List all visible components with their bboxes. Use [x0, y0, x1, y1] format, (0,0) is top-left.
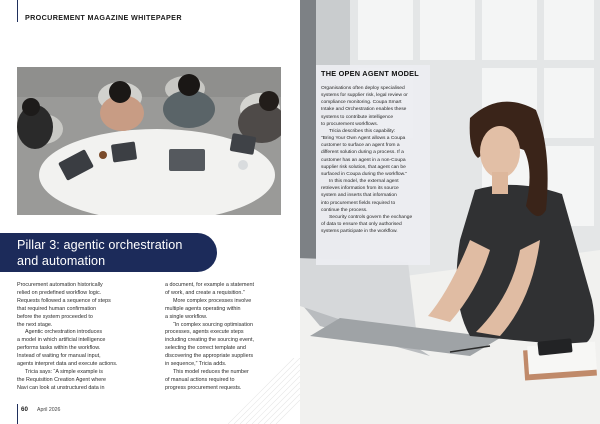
agent-line: surfaced in Coupa during the workflow.”	[321, 171, 407, 177]
body-line: Requests followed a sequence of steps	[17, 297, 111, 304]
body-line: “In complex sourcing optimisation	[173, 321, 253, 328]
footer-rule	[17, 404, 18, 424]
body-line: selecting the correct template and	[165, 345, 246, 352]
meeting-photo	[17, 67, 281, 215]
agent-line: Security controls govern the exchange	[329, 214, 413, 220]
agent-line: systems for supplier risk, legal review or	[321, 93, 408, 99]
body-line: a document, for example a statement	[165, 282, 254, 288]
body-line: agents interpret data and execute actions.	[17, 361, 118, 368]
right-page	[300, 0, 600, 424]
body-line: Navi can look at unstructured data in	[17, 384, 105, 391]
open-agent-title: THE OPEN AGENT MODEL	[321, 69, 419, 78]
body-line: including creating the sourcing event,	[165, 337, 255, 344]
body-line: the Requisition Creation Agent where	[17, 376, 107, 383]
pillar-title-line1: Pillar 3: agentic orchestration	[17, 238, 183, 252]
body-line: relied on predefined workflow logic.	[17, 289, 102, 296]
agent-line: of data to ensure that only authorised	[321, 221, 402, 227]
decorative-lines	[228, 358, 300, 424]
agent-line: retrieves information from its source	[321, 186, 399, 192]
agent-line: different solution during a process. If a	[321, 150, 404, 156]
pillar-title-line2: and automation	[17, 254, 106, 268]
agent-line: Organisations often deploy specialised	[321, 86, 405, 91]
agent-line: Intake and Orchestration enables these	[321, 107, 407, 113]
agent-line: systems participate in the workflow.	[321, 229, 398, 235]
body-line: of manual actions required to	[165, 376, 235, 383]
body-line: progress procurement requests.	[165, 384, 242, 391]
body-line: More complex processes involve	[173, 297, 252, 304]
body-line: processes, agents execute steps	[165, 329, 244, 336]
body-line: Agentic orchestration introduces	[25, 329, 103, 336]
body-line: performs tasks within the workflow.	[17, 345, 101, 352]
agent-line: system and inserts that information	[321, 193, 397, 199]
agent-line: to procurement workflows.	[321, 121, 379, 127]
agent-line: In this model, the external agent	[329, 179, 399, 185]
agent-line: customer has an agent in a non-Coupa	[321, 157, 406, 163]
pillar-banner	[0, 233, 217, 272]
body-line: of work, and create a requisition.”	[165, 289, 245, 296]
agent-line: “Bring Your Own Agent allows a Coupa	[321, 136, 406, 142]
magazine-title: PROCUREMENT MAGAZINE WHITEPAPER	[25, 13, 182, 22]
body-line: before the system proceeded to	[17, 313, 93, 320]
header-rule	[17, 0, 18, 22]
body-line: Instead of waiting for manual input,	[17, 353, 101, 360]
agent-line: compliance monitoring. Coupa Smart	[321, 100, 402, 106]
issue-date: April 2026	[37, 407, 61, 413]
body-line: in sequence,” Tricia adds.	[165, 361, 227, 368]
body-column-1	[17, 282, 133, 393]
body-line: Tricia says: “A simple example is	[25, 368, 103, 375]
agent-line: systems to contribute intelligence	[321, 114, 394, 120]
body-line: This model reduces the number	[173, 368, 249, 375]
body-line: discovering the appropriate suppliers	[165, 353, 254, 360]
agent-line: customer to surface an agent from a	[321, 143, 400, 149]
body-line: a single workflow.	[165, 313, 208, 320]
agent-line: into procurement fields required to	[321, 200, 396, 206]
body-line: that required human confirmation	[17, 305, 97, 312]
agent-line: supplier risk solution, that agent can be	[321, 164, 406, 170]
agent-line: Tricia describes this capability:	[329, 128, 396, 134]
open-agent-model-box	[316, 65, 430, 265]
page-number: 60	[21, 406, 28, 413]
open-agent-body	[321, 85, 425, 235]
agent-line: continue the process.	[321, 207, 368, 213]
body-line: a model in which artificial intelligence	[17, 337, 106, 344]
body-line: multiple agents operating within	[165, 305, 241, 312]
body-line: the next stage.	[17, 321, 53, 328]
body-line: Procurement automation historically	[17, 282, 103, 288]
